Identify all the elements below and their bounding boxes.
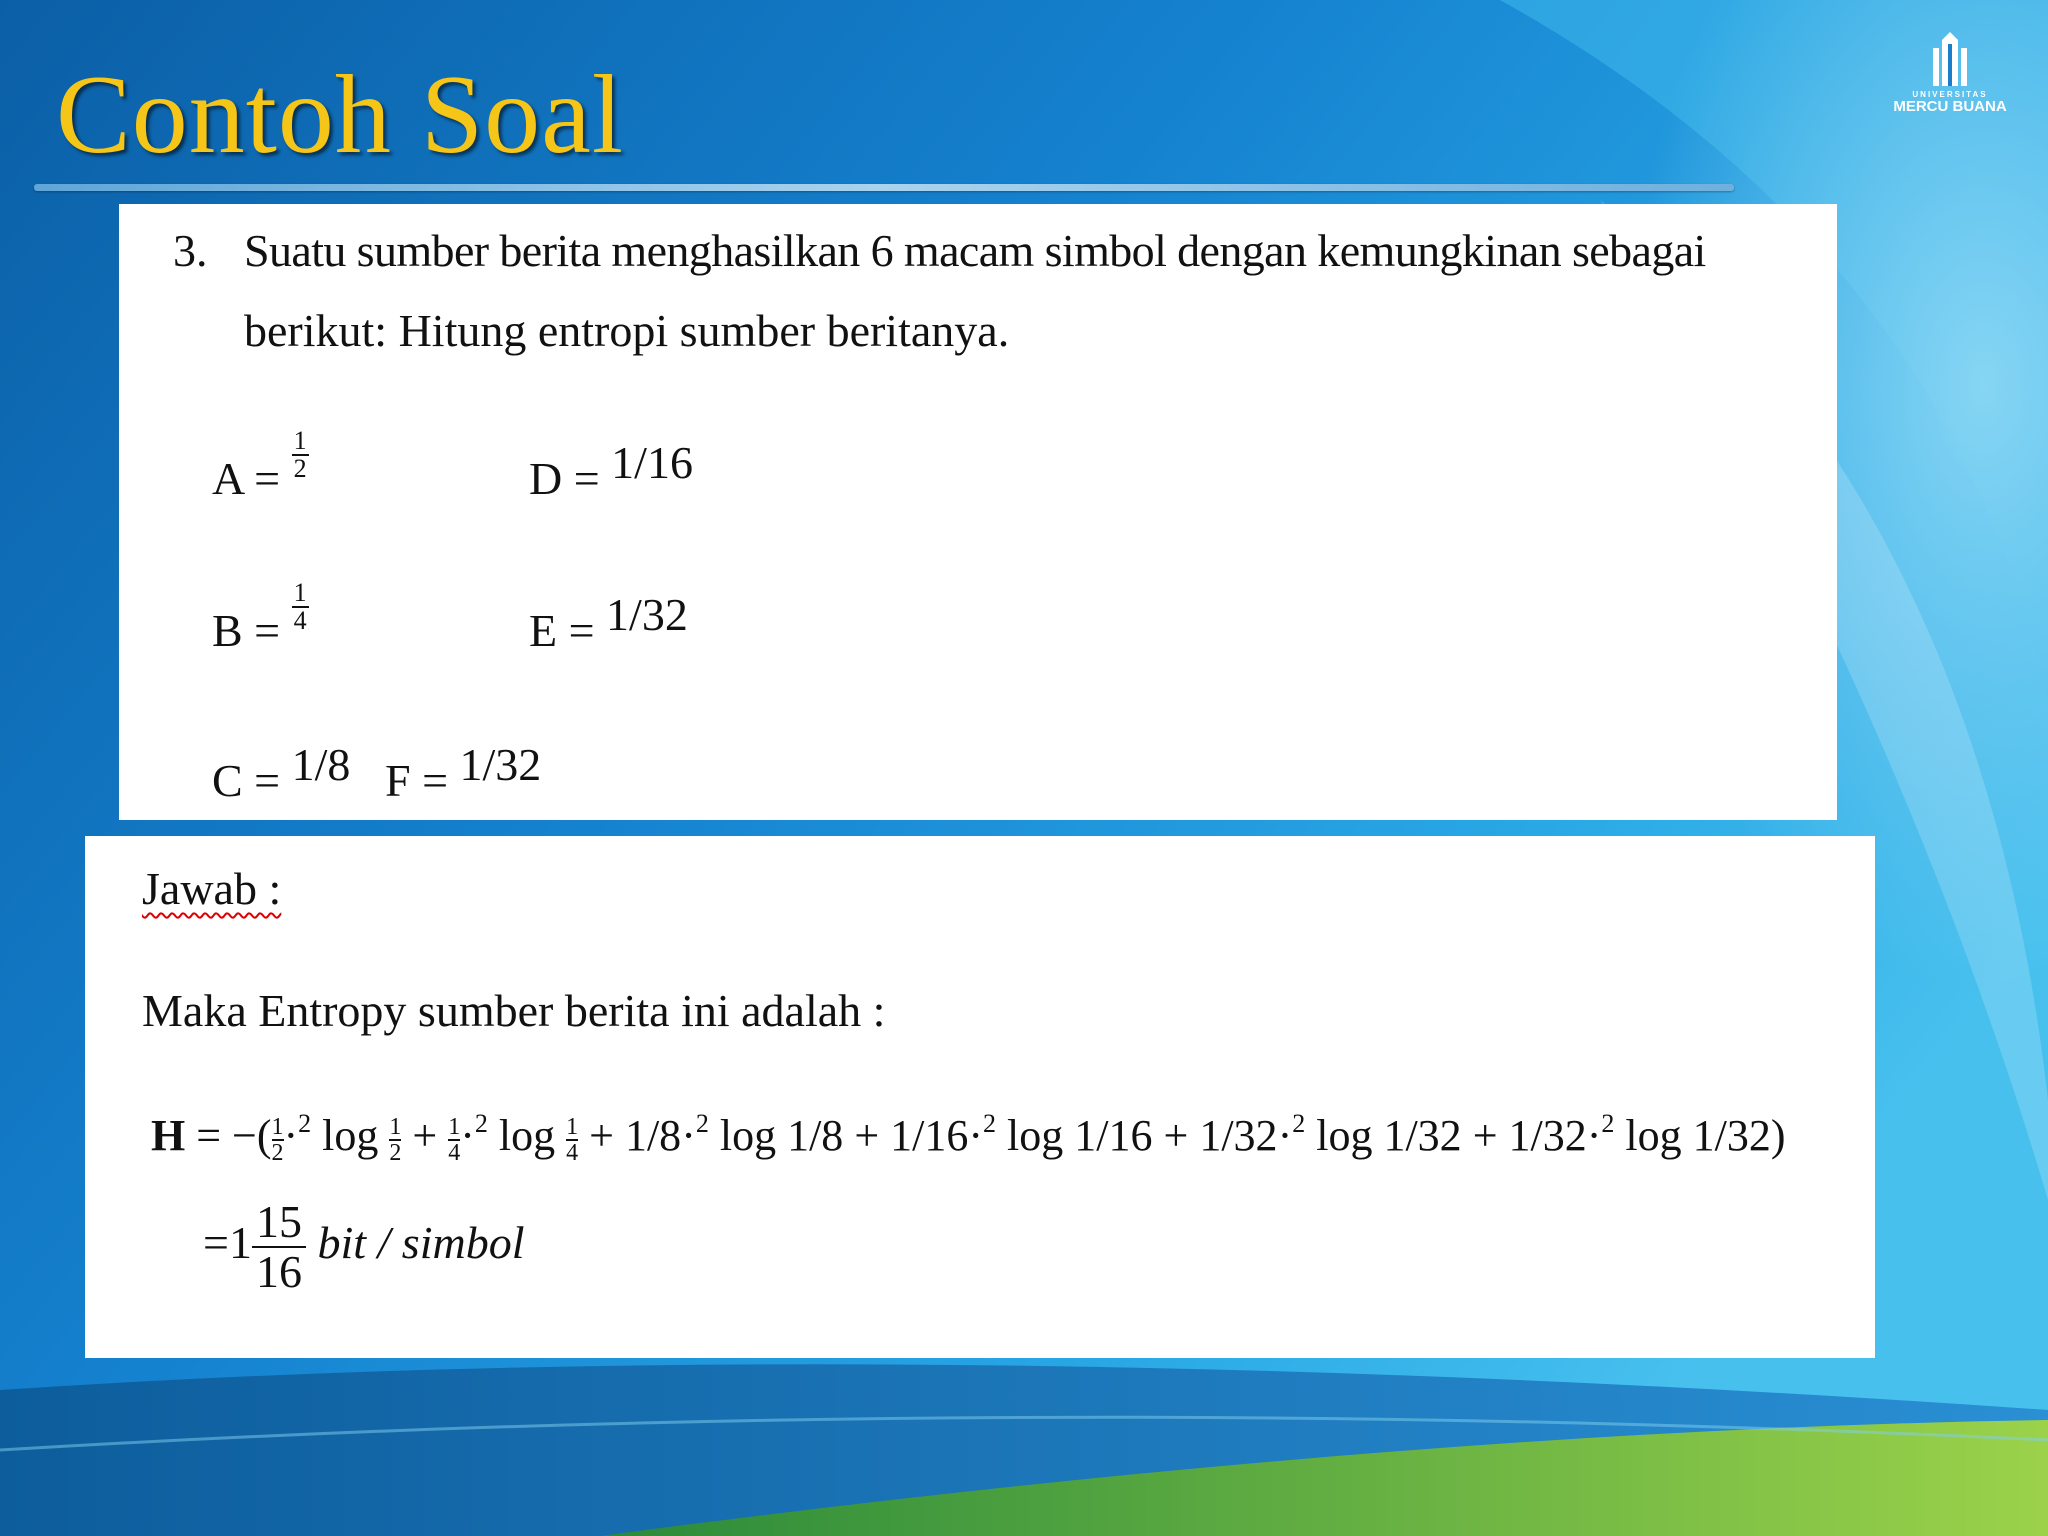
term6-arg: 1/32 [1692,1111,1771,1160]
prob-c [212,739,351,807]
term2-log: log [487,1111,567,1160]
question-number: 3. [173,225,208,276]
prob-a [212,426,309,510]
term6-log: log [1614,1111,1693,1160]
prob-e [529,589,688,657]
term5-base: 2 [1292,1109,1306,1138]
term1-num: 1 [271,1113,284,1140]
prob-f-value: 1/32 [459,739,542,790]
term1-base: 2 [298,1109,312,1138]
term2-arg-num: 1 [566,1113,579,1140]
plus-2: + [578,1111,625,1160]
result-unit: bit / simbol [317,1216,525,1268]
result-num: 15 [252,1198,306,1248]
term5-arg: 1/32 [1383,1111,1462,1160]
eq-close: ) [1770,1111,1786,1160]
term1-arg-fraction [389,1115,401,1165]
plus-4: + [1152,1111,1200,1160]
prob-c-label: C = [212,755,281,806]
prob-f [385,739,542,807]
term1-den: 2 [271,1139,284,1166]
term6-base: 2 [1601,1109,1615,1138]
term4-dot: · [968,1111,984,1160]
term2-base: 2 [474,1109,488,1138]
prob-c-value: 1/8 [291,739,351,790]
term4-coef: 1/16 [890,1111,969,1160]
term6-dot: · [1586,1111,1602,1160]
prob-e-label: E = [529,605,595,656]
prob-a-num: 1 [293,426,307,456]
prob-b-label: B = [212,605,281,656]
term1-log: log [311,1111,390,1160]
term2-num: 1 [448,1113,461,1140]
entropy-equation [151,1110,1786,1165]
term4-arg: 1/16 [1074,1111,1153,1160]
prob-e-value: 1/32 [606,589,688,640]
prob-a-fraction [292,428,309,482]
term6-coef: 1/32 [1508,1111,1587,1160]
term5-coef: 1/32 [1199,1111,1278,1160]
term1-dot: · [283,1111,299,1160]
term1-arg-num: 1 [389,1113,402,1140]
term2-arg-fraction [566,1115,578,1165]
prob-a-den: 2 [293,454,307,484]
answer-heading [142,862,281,915]
prob-d [529,437,693,505]
result-prefix: =1 [203,1216,252,1268]
question-box [119,204,1837,820]
term5-dot: · [1277,1111,1293,1160]
term1-arg-den: 2 [389,1139,402,1166]
term4-log: log [996,1111,1075,1160]
prob-d-value: 1/16 [611,437,693,488]
result-fraction [252,1198,306,1297]
term2-den: 4 [448,1139,461,1166]
term3-arg: 1/8 [787,1111,844,1160]
term1-fraction [272,1115,284,1165]
university-logo [1890,30,2010,130]
eq-prefix: = −( [185,1111,272,1160]
prob-f-label: F = [385,755,449,806]
prob-b-fraction [292,580,309,634]
logo-text-line1: UNIVERSITAS [1912,90,1988,99]
term2-dot: · [460,1111,475,1160]
entropy-h-symbol: H [151,1111,186,1160]
term5-log: log [1305,1111,1384,1160]
plus-5: + [1461,1111,1509,1160]
result-den: 16 [255,1246,302,1298]
slide-title: Contoh Soal [56,53,624,177]
plus-1: + [401,1111,449,1160]
term3-coef: 1/8 [624,1111,682,1160]
title-underline [34,184,1734,191]
term3-log: log [708,1111,788,1160]
question-line-2: berikut: Hitung entropi sumber beritanya. [244,305,1010,356]
prob-b-den: 4 [293,606,307,636]
logo-text-line2: MERCU BUANA [1893,98,2007,115]
term3-base: 2 [695,1109,709,1138]
answer-heading-text: Jawab : [142,863,282,914]
prob-b-num: 1 [293,578,307,608]
term4-base: 2 [983,1109,997,1138]
prob-a-label: A = [212,453,281,504]
prob-b [212,578,309,662]
question-line-1: Suatu sumber berita menghasilkan 6 macam simbol dengan kemungkinan sebagai [244,225,1706,276]
answer-intro: Maka Entropy sumber berita ini adalah : [142,985,886,1036]
prob-d-label: D = [529,453,600,504]
answer-box [85,836,1875,1358]
plus-3: + [843,1111,891,1160]
term2-arg-den: 4 [566,1139,579,1166]
logo-emblem-icon [1930,30,1970,88]
entropy-result [203,1198,524,1297]
term3-dot: · [681,1111,696,1160]
term2-fraction [448,1115,460,1165]
